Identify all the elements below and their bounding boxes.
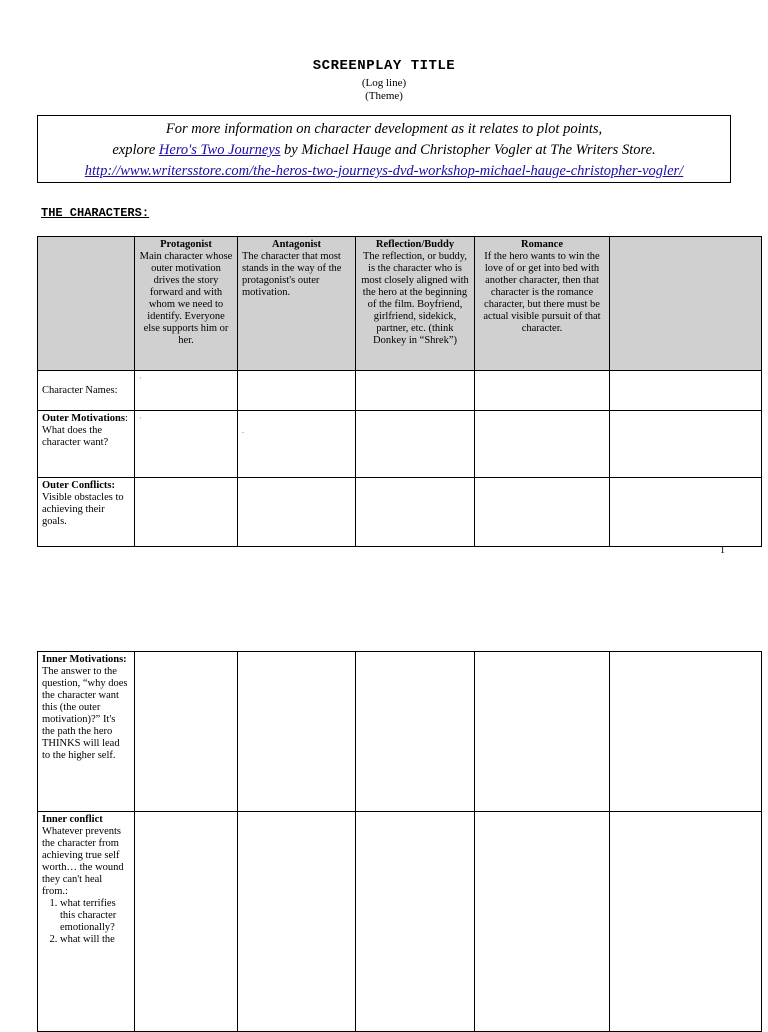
inner-conflict-antagonist-cell[interactable]: [238, 812, 356, 1032]
extra-header-cell: [610, 237, 762, 371]
inner-motivations-romance-cell[interactable]: [475, 652, 610, 812]
reflection-header: Reflection/Buddy The reflection, or buddy, is the character who is most closely aligned with the hero at the beginning of the film. Boyfriend, girlfriend, sidekick, partner, etc. (think Donkey in “Shrek”): [356, 237, 475, 371]
names-label: Character Names:: [38, 371, 135, 411]
names-extra-cell[interactable]: [610, 371, 762, 411]
outer-motivations-label: Outer Motivations: What does the character want?: [38, 411, 135, 478]
outer-motivations-romance-cell[interactable]: [475, 411, 610, 478]
antagonist-header: Antagonist The character that most stands in the way of the protagonist's outer motivation.: [238, 237, 356, 371]
inner-conflict-protagonist-cell[interactable]: [135, 812, 238, 1032]
list-item: 2. what will the: [60, 934, 130, 946]
outer-conflicts-row: [38, 478, 762, 547]
outer-conflicts-reflection-cell[interactable]: [356, 478, 475, 547]
outer-motivations-reflection-cell[interactable]: [356, 411, 475, 478]
outer-conflicts-antagonist-cell[interactable]: [238, 478, 356, 547]
inner-conflict-list: [42, 898, 130, 946]
outer-motivations-antagonist-cell[interactable]: .: [238, 411, 356, 478]
inner-motivations-label: Inner Motivations: The answer to the question, “why does the character want this (the outer motivation)?” It's the path the hero THINKS will lead to the higher self.: [38, 652, 135, 812]
inner-motivations-antagonist-cell[interactable]: [238, 652, 356, 812]
inner-motivations-reflection-cell[interactable]: [356, 652, 475, 812]
inner-motivations-row: [38, 652, 762, 812]
romance-header: Romance If the hero wants to win the love of or get into bed with another character, then that character is the romance character, but there must be actual visible pursuit of that character.: [475, 237, 610, 371]
section-heading: THE CHARACTERS:: [41, 206, 150, 220]
header-empty-cell: [38, 237, 135, 371]
names-romance-cell[interactable]: [475, 371, 610, 411]
inner-conflict-romance-cell[interactable]: [475, 812, 610, 1032]
inner-conflict-reflection-cell[interactable]: [356, 812, 475, 1032]
page-number: 1: [720, 545, 725, 556]
screenplay-title: SCREENPLAY TITLE: [312, 58, 456, 74]
names-protagonist-cell[interactable]: ·: [135, 371, 238, 411]
theme-line: (Theme): [365, 90, 403, 102]
heros-two-journeys-link[interactable]: Hero's Two Journeys: [158, 142, 281, 158]
inner-motivations-extra-cell[interactable]: [610, 652, 762, 812]
characters-table: [37, 236, 762, 547]
outer-motivations-protagonist-cell[interactable]: ·: [135, 411, 238, 478]
inner-conflict-label: Inner conflict Whatever prevents the character from achieving true self worth… the wound they can't heal from.: 1. what terrifies this character emotionally? 2. what will the: [38, 812, 135, 1032]
characters-table-continued: [37, 651, 762, 1032]
names-antagonist-cell[interactable]: [238, 371, 356, 411]
header-row: [38, 237, 762, 371]
names-reflection-cell[interactable]: [356, 371, 475, 411]
writers-store-url-link[interactable]: http://www.writersstore.com/the-heros-two-journeys-dvd-workshop-michael-hauge-christopher-vogler/: [84, 163, 684, 179]
outer-conflicts-romance-cell[interactable]: [475, 478, 610, 547]
outer-conflicts-extra-cell[interactable]: [610, 478, 762, 547]
inner-motivations-protagonist-cell[interactable]: [135, 652, 238, 812]
outer-conflicts-protagonist-cell[interactable]: [135, 478, 238, 547]
info-line-2: explore Hero's Two Journeys by Michael Hauge and Christopher Vogler at The Writers Store.: [112, 142, 656, 158]
info-box: [37, 115, 731, 183]
protagonist-header: Protagonist Main character whose outer motivation drives the story forward and with whom we need to identify. Everyone else supports him or her.: [135, 237, 238, 371]
outer-conflicts-label: Outer Conflicts: Visible obstacles to achieving their goals.: [38, 478, 135, 547]
inner-conflict-extra-cell[interactable]: [610, 812, 762, 1032]
outer-motivations-row: [38, 411, 762, 478]
inner-conflict-row: [38, 812, 762, 1032]
names-row: [38, 371, 762, 411]
info-line-1: For more information on character development as it relates to plot points,: [165, 121, 603, 137]
list-item: 1. what terrifies this character emotionally?: [60, 898, 130, 934]
outer-motivations-extra-cell[interactable]: [610, 411, 762, 478]
log-line: (Log line): [361, 77, 407, 89]
